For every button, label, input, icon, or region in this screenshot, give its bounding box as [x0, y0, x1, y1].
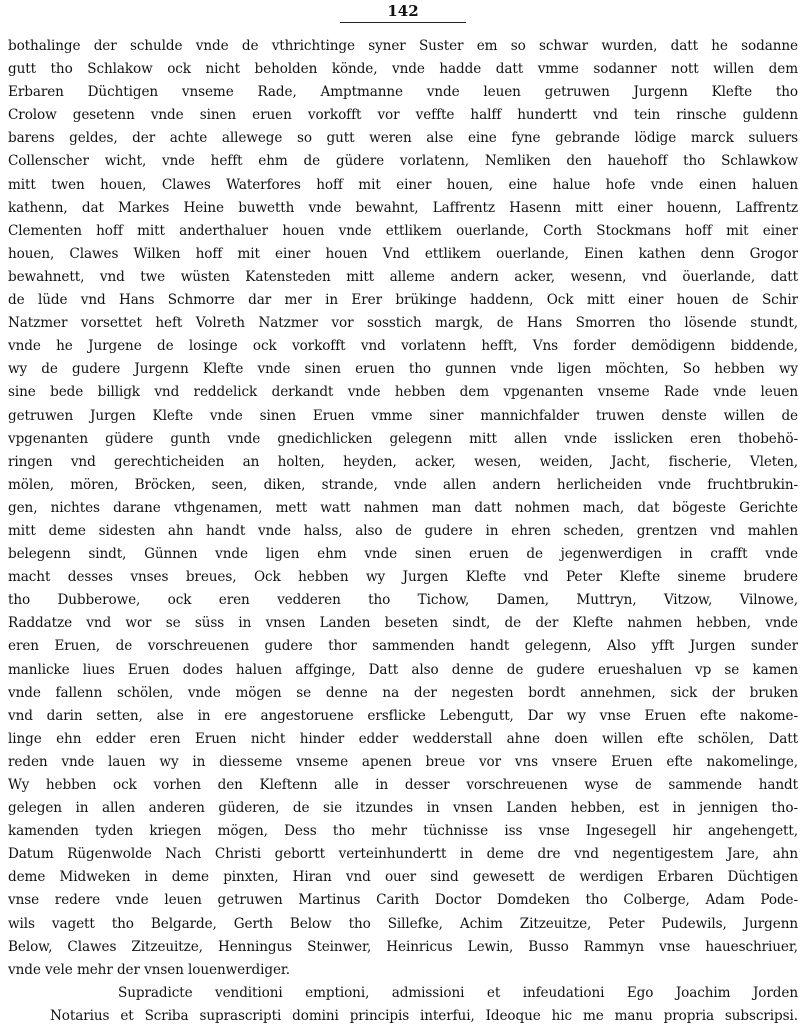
- text-line: linge ehn edder eren Eruen nicht hinder edder wedderstall ahne doen willen efte schölen, Datt: [8, 730, 798, 747]
- text-line: gen, nichtes darane vthgenamen, mett watt nahmen man datt nohmen mach, dat bögeste Gerichte: [8, 499, 798, 516]
- text-line: mitt twen houen, Clawes Waterfores hoff mit einer houen, eine halue hofe vnde einen haluen: [8, 176, 798, 193]
- text-line: Natzmer vorsettet heft Volreth Natzmer vor sosstich margk, de Hans Smorren tho lösende stundt,: [8, 315, 798, 332]
- text-line: kathenn, dat Markes Heine buwetth vnde bewahnt, Laffrentz Hasenn mitt einer houenn, Laffrentz: [8, 199, 798, 216]
- text-line: bothalinge der schulde vnde de vthrichtinge syner Suster em so schwar wurden, datt he sodanne: [8, 38, 798, 54]
- text-line: vnd darin setten, alse in ere angestoruene ersflicke Lebengutt, Dar wy vnse Eruen efte nakome-: [8, 707, 798, 724]
- text-line: Notarius et Scriba suprascripti domini principis interfui, Ideoque hic me manu propria subscripsi.: [50, 1007, 798, 1024]
- text-line: vpgenanten güdere gunth vnde gnedichlicken gelegenn mitt allen vnde isslicken eren thobehö-: [8, 430, 798, 447]
- text-line: mitt deme sidesten ahn handt vnde halss, also de gudere in ehren scheden, grentzen vnd mahlen: [8, 522, 798, 539]
- text-line: Crolow gesetenn vnde sinen eruen vorkofft vor veffte halff hundertt vnd tein rinsche guldenn: [8, 107, 798, 124]
- text-line: tho Dubberowe, ock eren vedderen tho Tichow, Damen, Muttryn, Vitzow, Vilnowe,: [8, 592, 798, 609]
- text-line: manlicke liues Eruen dodes haluen affginge, Datt also denne de gudere erueshaluen vp se kamen: [8, 661, 798, 678]
- text-line: Datum Rügenwolde Nach Christi gebortt verteinhundertt in deme dre vnd negentigestem Jare, ahn: [8, 846, 798, 863]
- text-line: vnde fallenn schölen, vnde mögen se denne na der negesten bordt annehmen, sick der bruken: [8, 684, 798, 701]
- text-line: Below, Clawes Zitzeuitze, Henningus Steinwer, Heinricus Lewin, Busso Rammyn vnse haueschriuer,: [8, 938, 798, 955]
- text-line: Erbaren Düchtigen vnseme Rade, Amptmanne vnde leuen getruwen Jurgenn Klefte tho: [8, 84, 798, 101]
- text-line: houen, Clawes Wilken hoff mit einer houen Vnd ettlikem ouerlande, Einen kathen denn Grogor: [8, 245, 798, 262]
- text-line: gutt tho Schlakow ock nicht beholden könde, vnde hadde datt vmme sodanner nott willen dem: [8, 61, 798, 78]
- text-line: getruwen Jurgen Klefte vnde sinen Eruen vmme siner mannichfalder truwen denste willen de: [8, 407, 798, 424]
- text-line: ringen vnd gerechticheiden an holten, heyden, acker, wesen, weiden, Jacht, fischerie, Vleten,: [8, 453, 798, 470]
- text-line: barens geldes, der achte allewege so gutt weren alse eine fyne gebrande lödige marck suluers: [8, 130, 798, 147]
- text-line: wy de gudere Jurgenn Klefte vnde sinen eruen tho gunnen vnde ligen möchten, So hebben wy: [8, 361, 798, 378]
- text-line: Wy hebben ock vorhen den Kleftenn alle in desser vorschreuenen wyse de sammende handt: [8, 777, 798, 793]
- text-line: de lüde vnd Hans Schmorre dar mer in Erer brükinge haddenn, Ock mitt einer houen de Schir: [8, 292, 798, 309]
- text-line: kamenden tyden kriegen mögen, Dess tho mehr tüchnisse iss vnse Ingesegell hir angehengett,: [8, 823, 798, 840]
- text-line: eren Eruen, de vorschreuenen gudere thor sammenden handt gelegenn, Also yfft Jurgen sunder: [8, 638, 798, 655]
- text-line: sine bede billigk vnd reddelick derkandt vnde hebben dem vpgenanten vnseme Rade vnde leuen: [8, 384, 798, 401]
- text-line: macht desses vnses breues, Ock hebben wy Jurgen Klefte vnd Peter Klefte sineme brudere: [8, 569, 798, 586]
- text-line: Collenscher wicht, vnde hefft ehm de güdere vorlatenn, Nemliken den hauehoff tho Schlawkow: [8, 153, 798, 170]
- text-line: vnse redere vnde leuen getruwen Martinus Carith Doctor Domdeken tho Colberge, Adam Pode-: [8, 892, 798, 909]
- text-line: Supradicte venditioni emptioni, admissioni et infeudationi Ego Joachim Jorden: [118, 984, 798, 1001]
- text-line: Raddatze vnd wor se süss in vnsen Landen beseten sindt, de der Klefte nahmen hebben, vnde: [8, 615, 798, 632]
- body-text: [8, 35, 798, 1028]
- text-line: mölen, mören, Bröcken, seen, diken, strande, vnde allen andern herlicheiden vnde fruchtbrukin-: [8, 476, 798, 493]
- text-line: reden vnde lauen wy in diesseme vnseme apenen breue vor vns vnsere Eruen efte nakomelinge,: [8, 753, 798, 770]
- text-line: gelegen in allen anderen güderen, de sie itzundes in vnsen Landen hebben, est in jennigen tho-: [8, 800, 798, 817]
- header-rule: [340, 22, 466, 23]
- text-line: belegenn sindt, Günnen vnde ligen ehm vnde sinen eruen de jegenwerdigen in crafft vnde: [8, 546, 798, 563]
- text-line: bewahnett, vnd twe wüsten Katensteden mitt alleme andern acker, wesenn, vnd öuerlande, datt: [8, 268, 798, 285]
- text-line: vnde he Jurgene de losinge ock vorkofft vnd vorlatenn hefft, Vns forder demödigenn biddende,: [8, 338, 798, 355]
- text-line: vnde vele mehr der vnsen louenwerdiger.: [8, 961, 291, 978]
- text-line: deme Midweken in deme pinxten, Hiran vnd ouer sind gewesett de werdigen Erbaren Düchtigen: [8, 869, 798, 886]
- page-number: 142: [387, 2, 419, 20]
- text-line: Clementen hoff mitt anderthaluer houen vnde ettlikem ouerlande, Corth Stockmans hoff mit einer: [8, 222, 798, 239]
- text-line: wils vagett tho Belgarde, Gerth Below tho Sillefke, Achim Zitzeuitze, Peter Pudewils, Jurgenn: [8, 915, 798, 932]
